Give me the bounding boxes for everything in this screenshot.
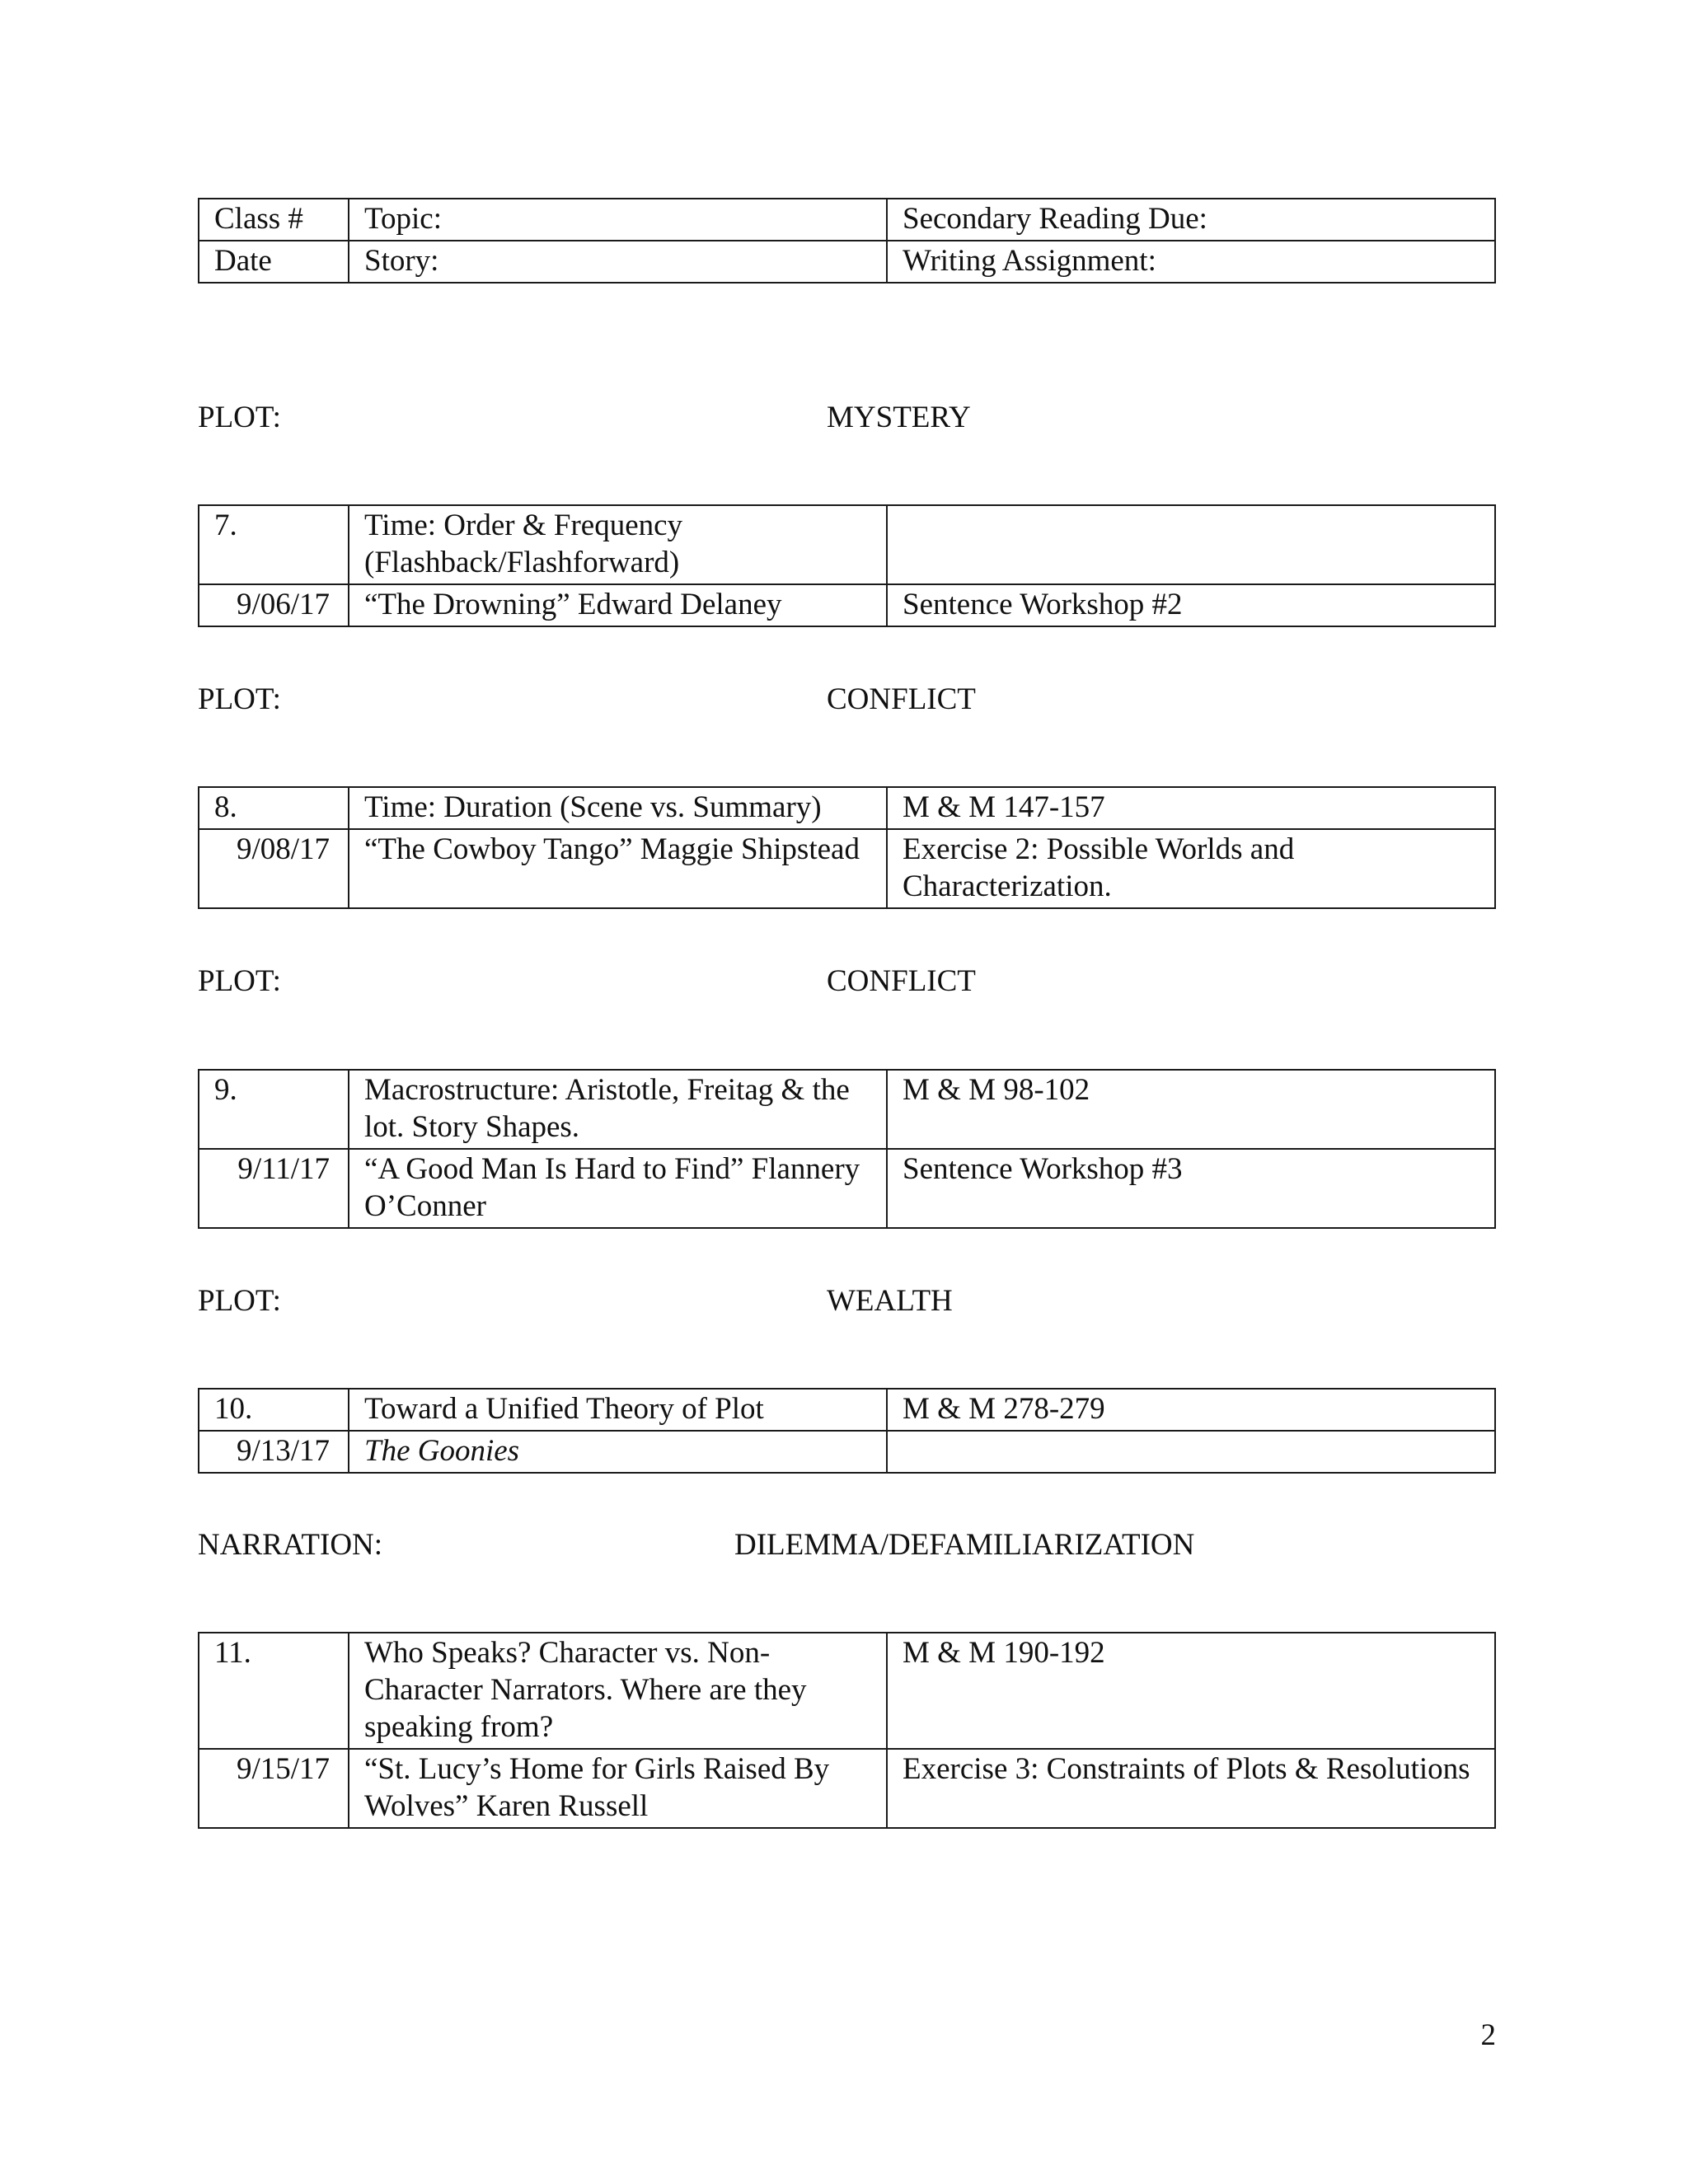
section-theme: CONFLICT bbox=[827, 964, 976, 998]
section-label: NARRATION: bbox=[198, 1528, 383, 1562]
class-row-story bbox=[199, 829, 1495, 908]
class-date: 9/13/17 bbox=[199, 1431, 349, 1473]
section-label: PLOT: bbox=[198, 682, 281, 716]
class-number: 10. bbox=[199, 1389, 349, 1431]
class-assignment bbox=[887, 1431, 1495, 1473]
header-date-label: Date bbox=[199, 241, 349, 283]
class-row-story bbox=[199, 1749, 1495, 1828]
class-row-topic bbox=[199, 1070, 1495, 1149]
class-reading: M & M 98-102 bbox=[887, 1070, 1495, 1149]
header-class-label: Class # bbox=[199, 199, 349, 241]
section-label: PLOT: bbox=[198, 401, 281, 434]
class-row-topic bbox=[199, 505, 1495, 584]
class-assignment: Sentence Workshop #3 bbox=[887, 1149, 1495, 1228]
section-theme: WEALTH bbox=[827, 1284, 953, 1318]
section-theme: DILEMMA/DEFAMILIARIZATION bbox=[734, 1528, 1195, 1562]
section-theme: MYSTERY bbox=[827, 401, 971, 434]
class-table bbox=[198, 1069, 1496, 1229]
class-date: 9/15/17 bbox=[199, 1749, 349, 1828]
header-table bbox=[198, 198, 1496, 284]
class-row-topic bbox=[199, 787, 1495, 829]
class-table bbox=[198, 1632, 1496, 1829]
class-table bbox=[198, 1388, 1496, 1474]
class-topic: Time: Order & Frequency (Flashback/Flashforward) bbox=[349, 505, 887, 584]
section-theme: CONFLICT bbox=[827, 682, 976, 716]
section-label: PLOT: bbox=[198, 964, 281, 998]
header-assignment-label: Writing Assignment: bbox=[887, 241, 1495, 283]
header-story-label: Story: bbox=[349, 241, 887, 283]
class-story: “The Drowning” Edward Delaney bbox=[349, 584, 887, 626]
class-date: 9/08/17 bbox=[199, 829, 349, 908]
class-story: “The Cowboy Tango” Maggie Shipstead bbox=[349, 829, 887, 908]
class-number: 7. bbox=[199, 505, 349, 584]
class-row-story bbox=[199, 1431, 1495, 1473]
class-table bbox=[198, 786, 1496, 909]
class-number: 9. bbox=[199, 1070, 349, 1149]
class-reading: M & M 278-279 bbox=[887, 1389, 1495, 1431]
class-date: 9/11/17 bbox=[199, 1149, 349, 1228]
class-number: 11. bbox=[199, 1633, 349, 1749]
section-label: PLOT: bbox=[198, 1284, 281, 1318]
class-row-topic bbox=[199, 1389, 1495, 1431]
class-row-story bbox=[199, 584, 1495, 626]
class-row-topic bbox=[199, 1633, 1495, 1749]
page-number: 2 bbox=[1480, 2018, 1496, 2052]
class-assignment: Exercise 3: Constraints of Plots & Resolutions bbox=[887, 1749, 1495, 1828]
class-number: 8. bbox=[199, 787, 349, 829]
class-topic: Who Speaks? Character vs. Non-Character Narrators. Where are they speaking from? bbox=[349, 1633, 887, 1749]
class-date: 9/06/17 bbox=[199, 584, 349, 626]
class-reading: M & M 190-192 bbox=[887, 1633, 1495, 1749]
class-story: “St. Lucy’s Home for Girls Raised By Wolves” Karen Russell bbox=[349, 1749, 887, 1828]
class-assignment: Sentence Workshop #2 bbox=[887, 584, 1495, 626]
class-topic: Toward a Unified Theory of Plot bbox=[349, 1389, 887, 1431]
class-topic: Time: Duration (Scene vs. Summary) bbox=[349, 787, 887, 829]
header-row-1 bbox=[199, 199, 1495, 241]
header-topic-label: Topic: bbox=[349, 199, 887, 241]
header-row-2 bbox=[199, 241, 1495, 283]
class-story: The Goonies bbox=[349, 1431, 887, 1473]
class-row-story bbox=[199, 1149, 1495, 1228]
class-topic: Macrostructure: Aristotle, Freitag & the lot. Story Shapes. bbox=[349, 1070, 887, 1149]
class-reading bbox=[887, 505, 1495, 584]
class-story: “A Good Man Is Hard to Find” Flannery O’Conner bbox=[349, 1149, 887, 1228]
header-reading-label: Secondary Reading Due: bbox=[887, 199, 1495, 241]
class-table bbox=[198, 504, 1496, 627]
class-assignment: Exercise 2: Possible Worlds and Characterization. bbox=[887, 829, 1495, 908]
class-reading: M & M 147-157 bbox=[887, 787, 1495, 829]
